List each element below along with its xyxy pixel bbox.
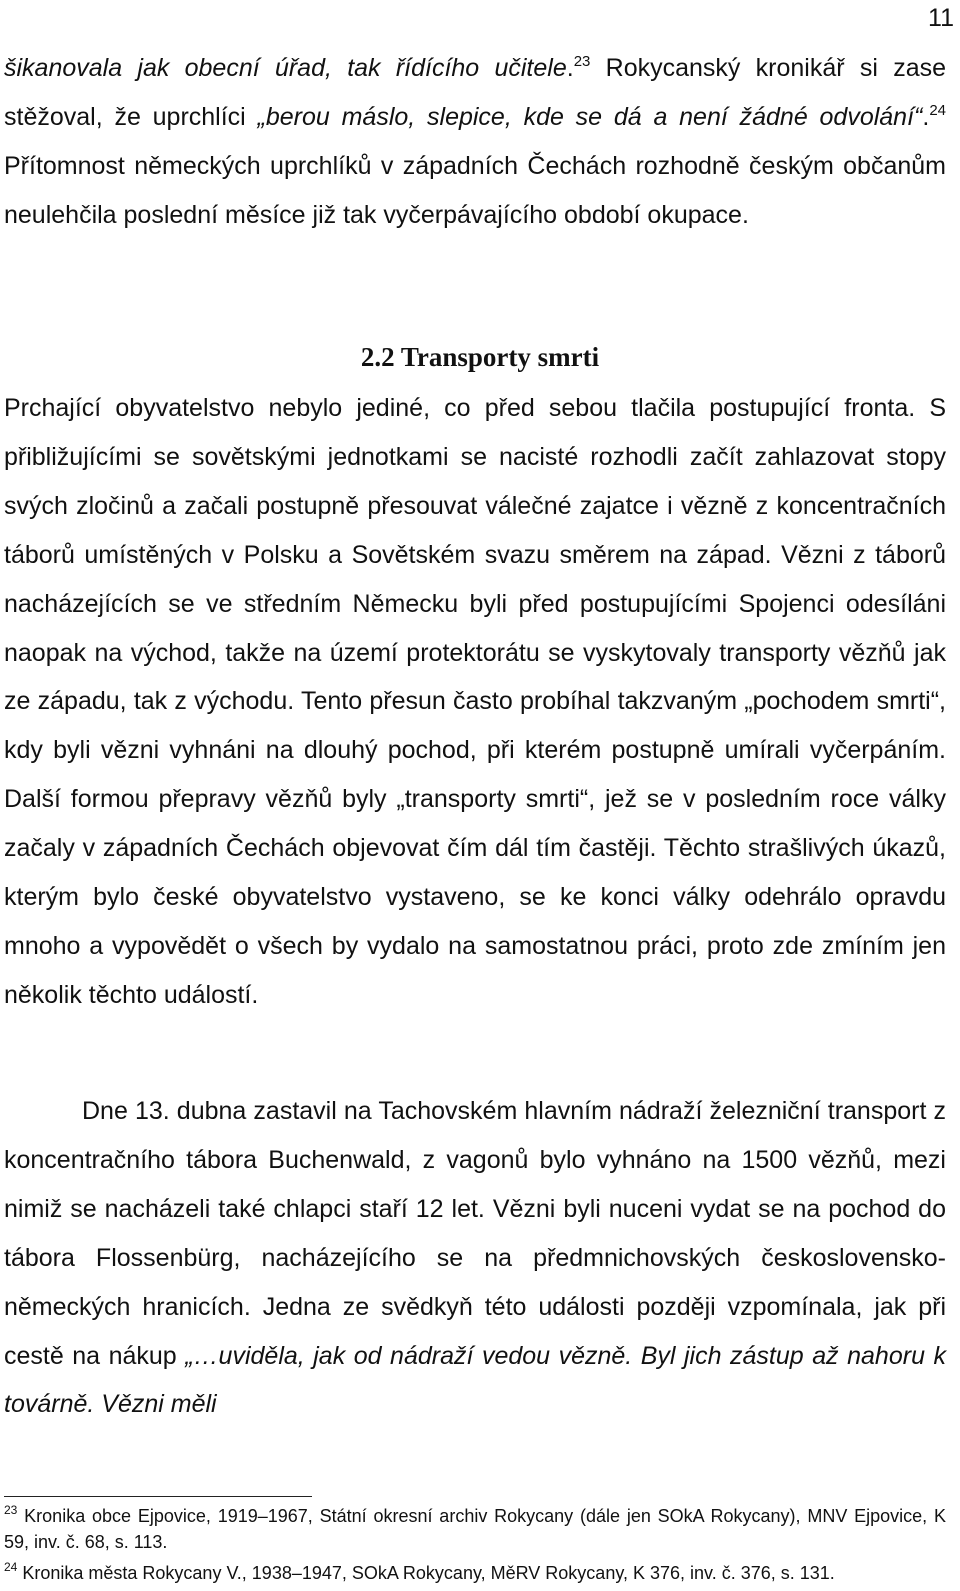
paragraph-transports: Prchající obyvatelstvo nebylo jediné, co před sebou tlačila postupující fronta. S přibližujícími se sovětskými jednotkami se nacisté rozhodli začít zahlazovat stopy svých zločinů a začali postupně přesouvat válečné zajatce i vězně z koncentračních táborů umístěných v Polsku a Sovětském svazu směrem na západ. Vězni z táborů nacházejících se ve středním Německu byli před postupujícími Spojenci odesíláni naopak na východ, takže na území protektorátu se vyskytovaly transporty vězňů jak ze západu, tak z východu. Tento přesun často probíhal takzvaným „pochodem smrti“, kdy byli vězni vyhnáni na dlouhý pochod, při kterém postupně umírali vyčerpáním. Další formou přepravy vězňů byly „transporty smrti“, jež se v posledním roce války začaly v západních Čechách objevovat čím dál tím častěji. Těchto strašlivých úkazů, kterým bylo české obyvatelstvo vystaveno, se ke konci války odehrálo opravdu mnoho a vypovědět o všech by vydalo na samostatnou práci, proto zde zmíním jen několik těchto událostí.: [4, 394, 946, 1009]
page-number: 11: [928, 4, 954, 32]
italic-quote: „berou máslo, slepice, kde se dá a není žádné odvolání“: [257, 102, 923, 131]
footnote-24: [4, 1560, 946, 1586]
footnote-separator: [4, 1496, 312, 1497]
italic-quote: „…uviděla, jak od nádraží vedou vězně. Byl jich zástup až nahoru k továrně. Vězni měli: [4, 1341, 946, 1419]
footnote-text: Kronika obce Ejpovice, 1919–1967, Státní okresní archiv Rokycany (dále jen SOkA Rokycany), MNV Ejpovice, K 59, inv. č. 68, s. 113.: [4, 1506, 946, 1552]
text-span: Rokycanský kronikář si zase stěžoval, že uprchlíci: [4, 54, 946, 131]
text-span: .: [922, 102, 930, 131]
footnotes: [4, 1503, 946, 1591]
text-span: Dne 13. dubna zastavil na Tachovském hlavním nádraží železniční transport z koncentračního tábora Buchenwald, z vagonů bylo vyhnáno na 1500 vězňů, mezi nimiž se nacházeli také chlapci staří 12 let. Vězni byli nuceni vydat se na pochod do tábora Flossenbürg, nacházejícího se na předmnichovských československo-německých hranicích. Jedna ze svědkyň této události později vzpomínala, jak při cestě na nákup: [4, 1097, 946, 1370]
text-span: Přítomnost německých uprchlíků v západních Čechách rozhodně českým občanům neulehčila poslední měsíce již tak vyčerpávajícího období okupace.: [4, 151, 946, 229]
paragraph-intro: [4, 44, 946, 240]
footnote-ref[interactable]: 24: [929, 101, 946, 119]
footnote-ref[interactable]: 23: [573, 53, 591, 70]
text-span: .: [566, 54, 574, 82]
footnote-23: [4, 1503, 946, 1555]
italic-quote: šikanovala jak obecní úřad, tak řídícího učitele: [4, 54, 567, 82]
footnote-number: 23: [4, 1503, 18, 1517]
section-heading: 2.2 Transporty smrti: [360, 342, 600, 372]
footnote-text: Kronika města Rokycany V., 1938–1947, SOkA Rokycany, MěRV Rokycany, K 376, inv. č. 376, s. 131.: [17, 1563, 835, 1583]
footnote-number: 24: [4, 1560, 18, 1574]
paragraph-tachov: [4, 1087, 946, 1429]
